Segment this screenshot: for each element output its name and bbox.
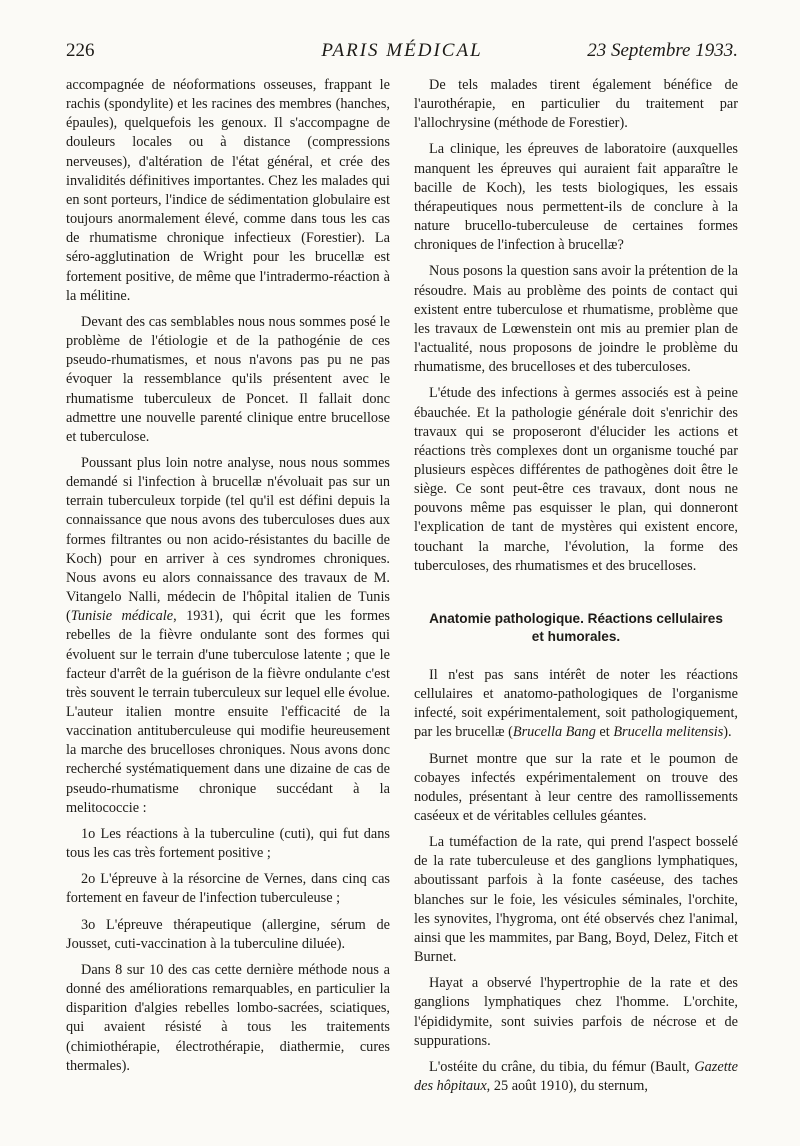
- paragraph: L'ostéite du crâne, du tibia, du fémur (Bault, Gazette des hôpitaux, 25 août 1910), du sternum,: [414, 1058, 738, 1095]
- page-number: 226: [66, 40, 95, 61]
- issue-date: 23 Septembre 1933.: [587, 40, 738, 61]
- section-heading: Anatomie pathologique. Réactions cellulaires et humorales.: [429, 610, 723, 644]
- paragraph: De tels malades tirent également bénéfice de l'aurothérapie, en particulier du traitement par l'allochrysine (méthode de Forestier).: [414, 77, 738, 132]
- list-item: 2o L'épreuve à la résorcine de Vernes, dans cinq cas fortement en faveur de l'infection tuberculeuse ;: [66, 871, 390, 907]
- paragraph: accompagnée de néoformations osseuses, frappant le rachis (spondylite) et les racines des membres (hanches, épaules), quelquefois les genoux. Il s'accompagne de douleurs locales ou à distance (compressions nerveuses), d'altération de l'état général, et crée des invalidités définitives importantes. Chez les malades qui en sont porteurs, l'indice de sédimentation globulaire est toujours anormalement élevé, comme dans tous les cas de rhumatisme chronique infectieux (Forestier). La séro-agglutination de Wright pour les brucellæ est fortement positive, de même que l'intradermo-réaction à la mélitine.: [66, 77, 390, 304]
- paragraph: La clinique, les épreuves de laboratoire (auxquelles manquent les épreuves qui auraient fait apparaître le bacille de Koch), les tests biologiques, les essais thérapeutiques nous permettent-ils de conclure à la nature brucello-tuberculeuse de certaines formes chroniques de l'infection à brucellæ?: [414, 141, 738, 254]
- paragraph: La tuméfaction de la rate, qui prend l'aspect bosselé de la rate tuberculeuse et des ganglions lymphatiques, aboutissant parfois à la fonte caséeuse, des taches blanches sur le foie, les vésicules séminales, l'orchite, les synovites, l'hygroma, ont été observés chez l'animal, ainsi que les mammites, par Bang, Boyd, Delez, Fitch et Burnet.: [414, 834, 738, 966]
- paragraph: L'étude des infections à germes associés est à peine ébauchée. Et la pathologie générale doit s'enrichir des travaux qui se proposeront d'élucider les actions et réactions très complexes dont un organisme touché par plusieurs espèces différentes de pathogènes doit être le siège. Ce sont peut-être ces travaux, dont nous ne pouvons même pas esquisser le plan, qui donneront l'explication de tant de mystères qui existent encore, touchant la marche, l'évolution, la forme des tuberculoses, des rhumatismes et des brucelloses.: [414, 385, 738, 574]
- running-header: [66, 40, 738, 66]
- paragraph: Devant des cas semblables nous nous sommes posé le problème de l'étiologie et de la pathogénie de ces pseudo-rhumatismes, et nous n'avons pas pu ne pas évoquer la ressemblance qu'ils présentent avec le rhumatisme tuberculeux de Poncet. Il fallait donc admettre une nouvelle parenté clinique entre brucellose et tuberculose.: [66, 313, 390, 445]
- journal-title: PARIS MÉDICAL: [321, 40, 483, 61]
- list-item: 1o Les réactions à la tuberculine (cuti), qui fut dans tous les cas très fortement positive ;: [66, 825, 390, 862]
- right-column: [414, 76, 738, 1103]
- paragraph: Poussant plus loin notre analyse, nous nous sommes demandé si l'infection à brucellæ n'évoluait pas sur un terrain tuberculeux torpide (tel qu'il est défini depuis la connaissance que nous avons des tuberculoses dues aux formes filtrantes ou non acido-résistantes du bacille de Koch) pour en arriver à ces syndromes chroniques. Nous avons eu alors connaissance des travaux de M. Vitangelo Nalli, médecin de l'hôpital italien de Tunis (Tunisie médicale, 1931), qui écrit que les formes rebelles de la fièvre ondulante sont des formes qui évoluent sur le terrain d'une tuberculose latente ; que le facteur d'arrêt de la guérison de la fièvre ondulante c'est très souvent le terrain tuberculeux sur lequel elle évolue. L'auteur italien montre ensuite l'efficacité de la vaccination antituberculeuse qui modifie heureusement la marche des brucelloses chroniques. Nous avons donc recherché systématiquement dans une dizaine de cas de pseudo-rhumatisme chronique succédant à la melitococcie :: [66, 454, 390, 816]
- paragraph: Burnet montre que sur la rate et le poumon de cobayes infectés expérimentalement on trouve des nodules, présentant à leur centre des ramollissements caséeux et de véritables cellules géantes.: [414, 750, 738, 824]
- list-item: 3o L'épreuve thérapeutique (allergine, sérum de Jousset, cuti-vaccination à la tuberculine diluée).: [66, 916, 390, 952]
- paragraph: Hayat a observé l'hypertrophie de la rate et des ganglions lymphatiques chez l'homme. L'orchite, l'épididymite, sont suivies parfois de nécrose et de suppurations.: [414, 975, 738, 1049]
- left-column: [66, 76, 390, 1083]
- paragraph: Dans 8 sur 10 des cas cette dernière méthode nous a donné des améliorations remarquables, en particulier la disparition d'algies rebelles lombo-sacrées, sciatiques, qui avaient résisté à tous les traitements (chimiothérapie, électrothérapie, diathermie, cures thermales).: [66, 961, 390, 1074]
- paragraph: Il n'est pas sans intérêt de noter les réactions cellulaires et anatomo-pathologiques de l'organisme infecté, soit expérimentalement, soit pathologiquement, par les brucellæ (Brucella Bang et Brucella melitensis).: [414, 666, 738, 741]
- paragraph: Nous posons la question sans avoir la prétention de la résoudre. Mais au problème des points de contact qui existent entre tuberculose et rhumatisme, problème que les travaux de Lœwenstein ont mis au premier plan de l'actualité, nous proposons de joindre le problème du rhumatisme, des brucelloses et des tuberculoses.: [414, 263, 738, 376]
